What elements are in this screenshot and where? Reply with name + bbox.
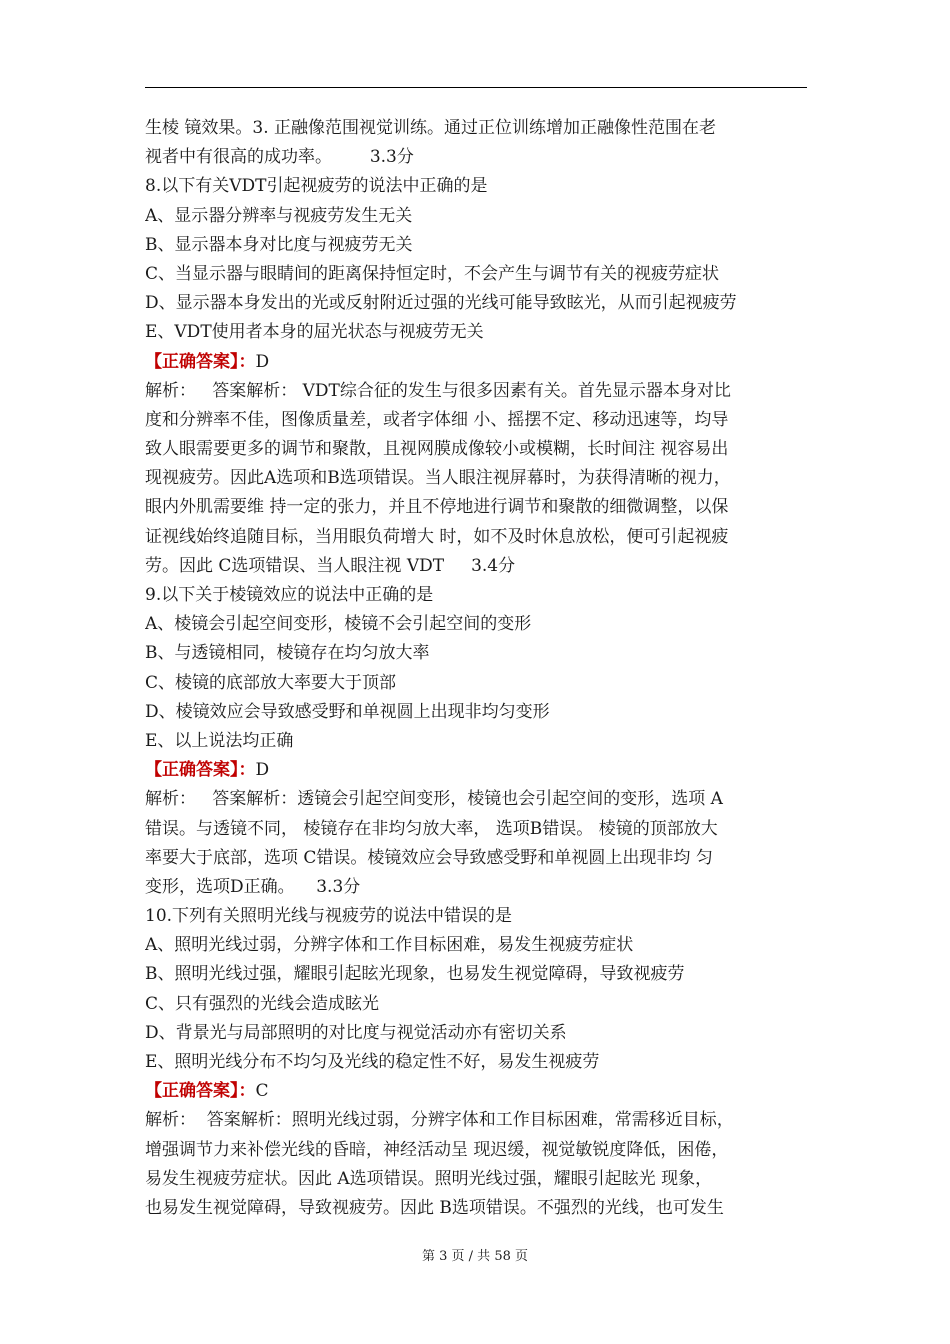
text-line: 现视疲劳。因此A选项和B选项错误。当人眼注视屏幕时，为获得清晰的视力， bbox=[145, 468, 731, 489]
text-line: D、显示器本身发出的光或反射附近过强的光线可能导致眩光，从而引起视疲劳 bbox=[145, 293, 737, 314]
correct-answer-label: 【正确答案】： bbox=[145, 351, 256, 372]
correct-answer-value: D bbox=[255, 760, 270, 781]
correct-answer-value: C bbox=[255, 1081, 269, 1102]
text-line: A、照明光线过弱，分辨字体和工作目标困难，易发生视疲劳症状 bbox=[145, 935, 634, 956]
text-line: D、棱镜效应会导致感受野和单视圆上出现非均匀变形 bbox=[145, 701, 550, 722]
text-line: 8.以下有关VDT引起视疲劳的说法中正确的是 bbox=[145, 176, 488, 197]
text-line: C、只有强烈的光线会造成眩光 bbox=[145, 993, 380, 1014]
text-line: E、VDT使用者本身的屈光状态与视疲劳无关 bbox=[145, 322, 484, 343]
text-line: 易发生视疲劳症状。因此 A选项错误。照明光线过强，耀眼引起眩光 现象， bbox=[145, 1168, 713, 1189]
text-line: 致人眼需要更多的调节和聚散，且视网膜成像较小或模糊，长时间注 视容易出 bbox=[145, 439, 729, 460]
text-line: B、显示器本身对比度与视疲劳无关 bbox=[145, 234, 413, 255]
text-line: 生棱 镜效果。3. 正融像范围视觉训练。通过正位训练增加正融像性范围在老 bbox=[145, 118, 717, 138]
text-line: 率要大于底部，选项 C错误。棱镜效应会导致感受野和单视圆上出现非均 匀 bbox=[145, 847, 713, 868]
text-line: C、当显示器与眼睛间的距离保持恒定时，不会产生与调节有关的视疲劳症状 bbox=[145, 263, 720, 284]
text-line: C、棱镜的底部放大率要大于顶部 bbox=[145, 672, 397, 693]
correct-answer-label: 【正确答案】： bbox=[145, 760, 256, 781]
text-line: A、显示器分辨率与视疲劳发生无关 bbox=[145, 205, 413, 226]
text-line: B、照明光线过强，耀眼引起眩光现象，也易发生视觉障碍，导致视疲劳 bbox=[145, 964, 685, 985]
text-line: 增强调节力来补偿光线的昏暗，神经活动呈 现迟缓，视觉敏锐度降低，困倦， bbox=[145, 1139, 729, 1160]
text-line: 解析： 答案解析： VDT综合征的发生与很多因素有关。首先显示器本身对比 bbox=[145, 380, 731, 401]
text-line: 9.以下关于棱镜效应的说法中正确的是 bbox=[145, 585, 434, 605]
text-line: 错误。与透镜不同， 棱镜存在非均匀放大率， 选项B错误。 棱镜的顶部放大 bbox=[145, 818, 718, 839]
document-body bbox=[145, 114, 807, 1223]
correct-answer-line bbox=[145, 1077, 807, 1106]
correct-answer-line bbox=[145, 756, 807, 785]
text-line: 10.下列有关照明光线与视疲劳的说法中错误的是 bbox=[145, 906, 513, 927]
text-line: 劳。因此 C选项错误、当人眼注视 VDT 3.4分 bbox=[145, 555, 516, 576]
text-line: 眼内外肌需要维 持一定的张力，并且不停地进行调节和聚散的细微调整，以保 bbox=[145, 497, 729, 518]
correct-answer-line bbox=[145, 348, 807, 377]
text-line: 也易发生视觉障碍，导致视疲劳。因此 B选项错误。不强烈的光线，也可发生 bbox=[145, 1197, 724, 1218]
text-line: E、照明光线分布不均匀及光线的稳定性不好，易发生视疲劳 bbox=[145, 1052, 600, 1072]
text-line: B、与透镜相同，棱镜存在均匀放大率 bbox=[145, 643, 430, 664]
header-rule bbox=[145, 87, 807, 88]
text-line: D、背景光与局部照明的对比度与视觉活动亦有密切关系 bbox=[145, 1022, 567, 1043]
correct-answer-label: 【正确答案】： bbox=[145, 1081, 256, 1102]
text-line: E、以上说法均正确 bbox=[145, 730, 294, 751]
text-line: 解析： 答案解析：透镜会引起空间变形，棱镜也会引起空间的变形，选项 A bbox=[145, 789, 723, 810]
text-line: 解析： 答案解析：照明光线过弱，分辨字体和工作目标困难，常需移近目标， bbox=[145, 1110, 734, 1131]
text-line: A、棱镜会引起空间变形，棱镜不会引起空间的变形 bbox=[145, 614, 532, 635]
text-line: 视者中有很高的成功率。 3.3分 bbox=[145, 147, 414, 168]
correct-answer-value: D bbox=[255, 351, 270, 372]
text-line: 度和分辨率不佳，图像质量差，或者字体细 小、摇摆不定、移动迅速等，均导 bbox=[145, 409, 729, 430]
page-number-footer: 第 3 页 / 共 58 页 bbox=[422, 1249, 528, 1264]
text-line: 变形，选项D正确。 3.3分 bbox=[145, 876, 361, 897]
text-line: 证视线始终追随目标，当用眼负荷增大 时，如不及时休息放松，便可引起视疲 bbox=[145, 526, 729, 547]
